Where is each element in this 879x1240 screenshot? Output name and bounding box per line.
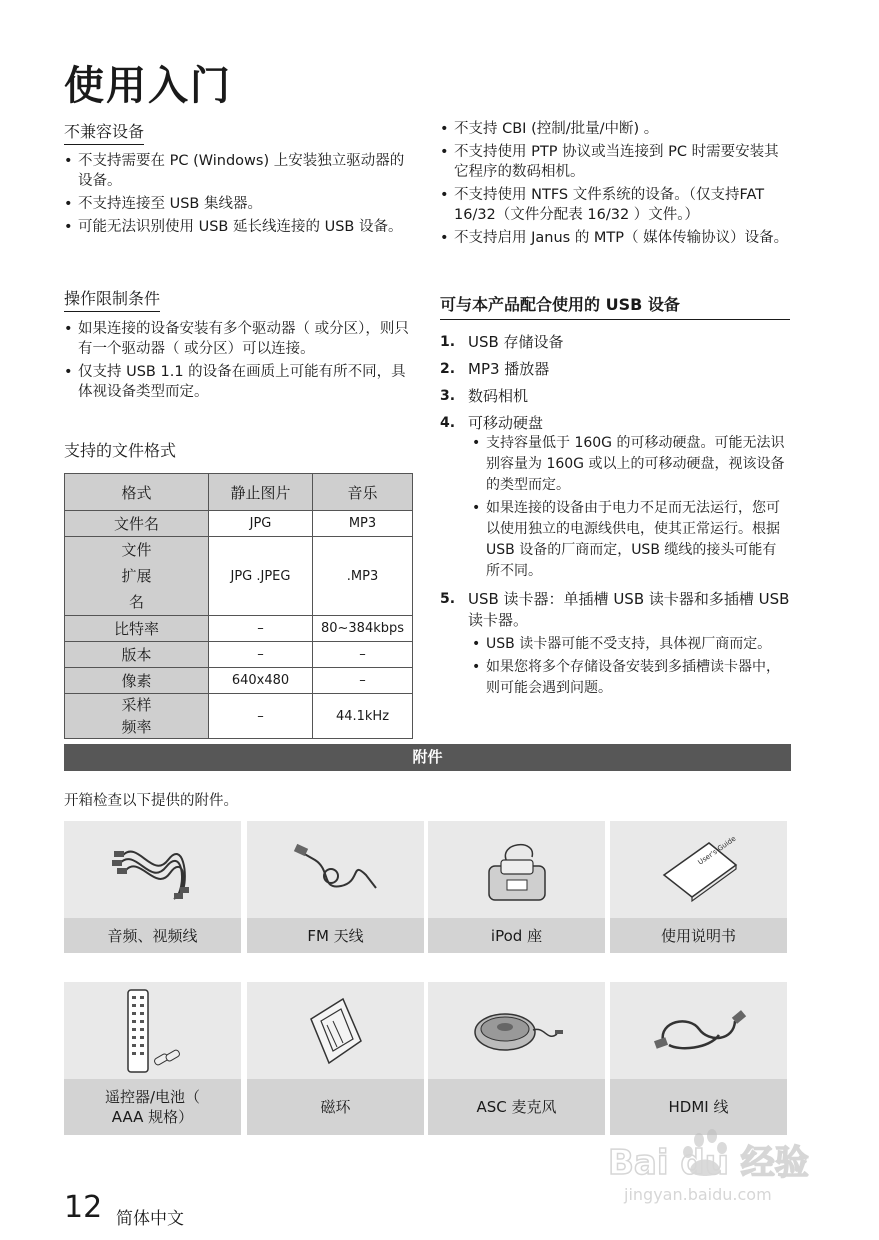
list-item bbox=[440, 329, 790, 356]
list-item: • USB 读卡器可能不受支持，具体视厂商而定。 bbox=[472, 634, 790, 655]
accessory-card bbox=[247, 982, 424, 1135]
accessory-label: ASC 麦克风 bbox=[428, 1079, 605, 1135]
accessory-label: 磁环 bbox=[247, 1079, 424, 1135]
accessories-intro: 开箱检查以下提供的附件。 bbox=[64, 793, 238, 809]
accessory-card bbox=[610, 821, 787, 953]
accessory-card bbox=[428, 982, 605, 1135]
list-item bbox=[440, 383, 790, 410]
list-item: • 仅支持 USB 1.1 的设备在画质上可能有所不同，具体视设备类型而定。 bbox=[64, 362, 414, 402]
accessory-card bbox=[428, 821, 605, 953]
row-label: 比特率 bbox=[65, 616, 209, 642]
col-header-music: 音乐 bbox=[313, 474, 413, 511]
accessory-card bbox=[64, 982, 241, 1135]
table-row bbox=[65, 511, 413, 537]
list-item: • 可能无法识别使用 USB 延长线连接的 USB 设备。 bbox=[64, 217, 414, 237]
col-header-format: 格式 bbox=[65, 474, 209, 511]
row-label: 像素 bbox=[65, 668, 209, 694]
list-item: • 不支持需要在 PC (Windows) 上安装独立驱动器的设备。 bbox=[64, 151, 414, 191]
item-label: 可移动硬盘 bbox=[468, 414, 544, 432]
hdd-notes bbox=[472, 433, 790, 584]
cell-music: MP3 bbox=[313, 511, 413, 537]
table-row bbox=[65, 616, 413, 642]
accessory-label: 音频、视频线 bbox=[64, 918, 241, 953]
accessory-label: 遥控器/电池（ AAA 规格） bbox=[64, 1079, 241, 1135]
av-cable-icon bbox=[64, 821, 241, 918]
list-item: • 如果连接的设备由于电力不足而无法运行，您可以使用独立的电源线供电，使其正常运行。根据 USB 设备的厂商而定，USB 缆线的接头可能有所不同。 bbox=[472, 498, 790, 582]
accessory-card bbox=[247, 821, 424, 953]
cell-photo: – bbox=[209, 616, 313, 642]
row-label: 版本 bbox=[65, 642, 209, 668]
table-header-row bbox=[65, 474, 413, 511]
page-language: 简体中文 bbox=[116, 1209, 184, 1229]
cell-music: – bbox=[313, 668, 413, 694]
table-row bbox=[65, 694, 413, 739]
watermark-url: jingyan.baidu.com bbox=[624, 1185, 772, 1204]
item-label: USB 读卡器：单插槽 USB 读卡器和多插槽 USB 读卡器。 bbox=[468, 590, 790, 629]
accessory-label: HDMI 线 bbox=[610, 1079, 787, 1135]
cell-music: .MP3 bbox=[313, 537, 413, 616]
incompat-list bbox=[64, 151, 414, 240]
list-item bbox=[440, 356, 790, 383]
hdmi-cable-icon bbox=[610, 982, 787, 1079]
cell-music: 80~384kbps bbox=[313, 616, 413, 642]
page-number: 12 bbox=[64, 1190, 103, 1225]
remote-battery-icon bbox=[64, 982, 241, 1079]
page-title: 使用入门 bbox=[64, 63, 232, 109]
table-row bbox=[65, 642, 413, 668]
table-row bbox=[65, 537, 413, 616]
list-item: • 不支持 CBI (控制/批量/中断) 。 bbox=[440, 119, 790, 139]
item-label: USB 存储设备 bbox=[468, 333, 564, 351]
list-item: • 不支持连接至 USB 集线器。 bbox=[64, 194, 414, 214]
unsupported-list bbox=[440, 119, 790, 251]
item-label: 数码相机 bbox=[468, 387, 529, 405]
card-reader-notes bbox=[472, 634, 790, 701]
list-item: • 不支持使用 NTFS 文件系统的设备。（仅支持FAT 16/32（文件分配表 16/32 ）文件。） bbox=[440, 185, 790, 225]
cell-photo: JPG .JPEG bbox=[209, 537, 313, 616]
ferrite-core-icon bbox=[247, 982, 424, 1079]
ipod-dock-icon bbox=[428, 821, 605, 918]
usb-devices-heading: 可与本产品配合使用的 USB 设备 bbox=[440, 292, 790, 320]
accessory-card bbox=[610, 982, 787, 1135]
accessory-label: iPod 座 bbox=[428, 918, 605, 953]
usb-device-list-5 bbox=[440, 589, 790, 631]
asc-microphone-icon bbox=[428, 982, 605, 1079]
manual-icon bbox=[610, 821, 787, 918]
item-number: 2. bbox=[440, 361, 456, 377]
col-header-photo: 静止图片 bbox=[209, 474, 313, 511]
item-number: 4. bbox=[440, 415, 456, 431]
table-row bbox=[65, 668, 413, 694]
cell-music: – bbox=[313, 642, 413, 668]
fm-antenna-icon bbox=[247, 821, 424, 918]
item-label: MP3 播放器 bbox=[468, 360, 550, 378]
accessory-label: FM 天线 bbox=[247, 918, 424, 953]
list-item: • 如果您将多个存储设备安装到多插槽读卡器中，则可能会遇到问题。 bbox=[472, 657, 790, 699]
accessory-card bbox=[64, 821, 241, 953]
incompat-heading: 不兼容设备 bbox=[64, 119, 144, 145]
list-item: • 不支持启用 Janus 的 MTP（ 媒体传输协议）设备。 bbox=[440, 228, 790, 248]
cell-photo: JPG bbox=[209, 511, 313, 537]
formats-heading: 支持的文件格式 bbox=[64, 441, 177, 460]
item-number: 5. bbox=[440, 591, 456, 607]
list-item: • 支持容量低于 160G 的可移动硬盘。可能无法识别容量为 160G 或以上的可移动硬盘，视该设备的类型而定。 bbox=[472, 433, 790, 496]
item-number: 3. bbox=[440, 388, 456, 404]
accessory-label: 使用说明书 bbox=[610, 918, 787, 953]
limits-list bbox=[64, 319, 414, 405]
cell-photo: – bbox=[209, 694, 313, 739]
baidu-watermark bbox=[604, 1118, 819, 1206]
row-label: 文件名 bbox=[65, 511, 209, 537]
row-label: 采样频率 bbox=[65, 694, 209, 739]
cell-photo: 640x480 bbox=[209, 668, 313, 694]
item-number: 1. bbox=[440, 334, 456, 350]
manual-cover-text: User's Guide bbox=[696, 834, 737, 867]
cell-photo: – bbox=[209, 642, 313, 668]
format-table bbox=[64, 473, 413, 739]
usb-device-list bbox=[440, 329, 790, 437]
list-item: • 如果连接的设备安装有多个驱动器（ 或分区），则只有一个驱动器（ 或分区）可以连接。 bbox=[64, 319, 414, 359]
row-label: 文件扩展名 bbox=[65, 537, 209, 616]
accessories-bar: 附件 bbox=[64, 744, 791, 771]
list-item bbox=[440, 589, 790, 631]
cell-music: 44.1kHz bbox=[313, 694, 413, 739]
list-item: • 不支持使用 PTP 协议或当连接到 PC 时需要安装其它程序的数码相机。 bbox=[440, 142, 790, 182]
watermark-brand: Bai du 经验 bbox=[608, 1143, 809, 1183]
limits-heading: 操作限制条件 bbox=[64, 286, 160, 312]
